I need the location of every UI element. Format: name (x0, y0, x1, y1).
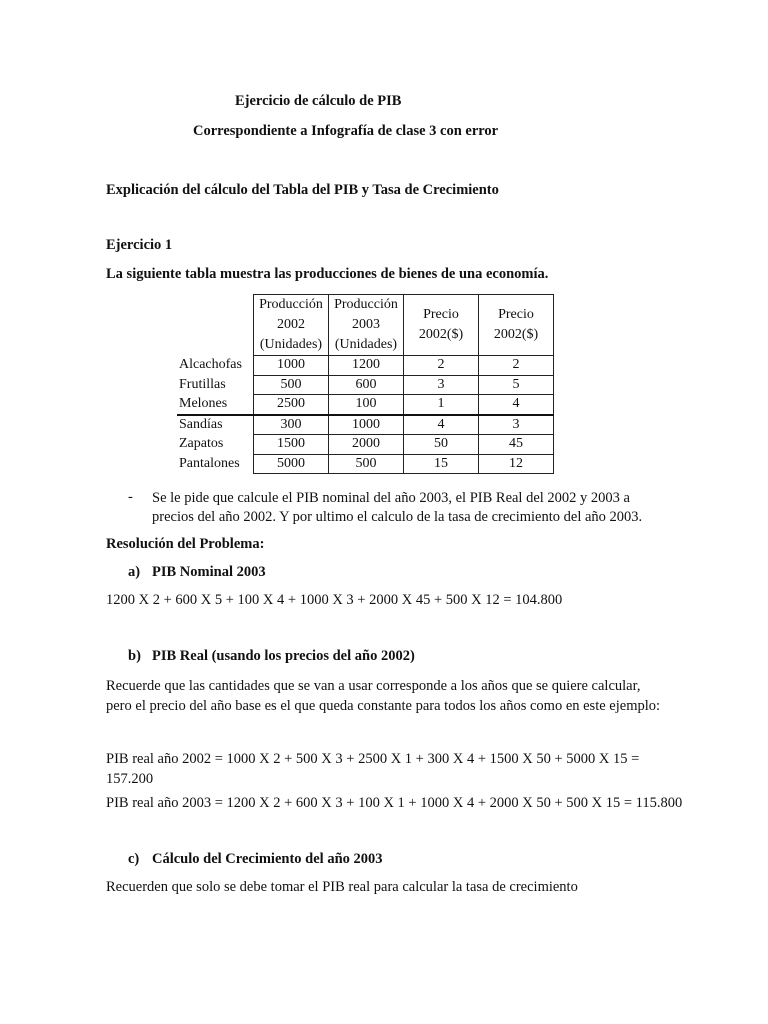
table-cell: 600 (329, 375, 404, 395)
table-cell: 3 (404, 375, 479, 395)
part-b-formula-2003: PIB real año 2003 = 1200 X 2 + 600 X 3 + 100 X 1 + 1000 X 4 + 2000 X 50 + 500 X 15 = 115.800 (106, 795, 683, 811)
table-header-cell (254, 295, 329, 356)
table-cell: 1500 (254, 435, 329, 455)
table-cell: 45 (479, 435, 554, 455)
table-cell: 300 (254, 415, 329, 435)
table-row (177, 375, 554, 395)
header-line: Producción (259, 297, 323, 312)
table-cell: 4 (479, 395, 554, 415)
table-header-cell (479, 295, 554, 356)
table-cell: 500 (254, 375, 329, 395)
table-header-cell (329, 295, 404, 356)
part-b-label: b) (128, 648, 141, 664)
part-a-formula: 1200 X 2 + 600 X 5 + 100 X 4 + 1000 X 3 + 2000 X 45 + 500 X 12 = 104.800 (106, 592, 563, 608)
table-header-cell (404, 295, 479, 356)
table-cell: 2 (479, 356, 554, 376)
row-label: Sandías (177, 415, 254, 435)
row-label: Zapatos (177, 435, 254, 455)
header-line: Producción (334, 297, 398, 312)
exercise-label: Ejercicio 1 (106, 237, 173, 253)
table-row (177, 454, 554, 474)
row-label: Alcachofas (177, 356, 254, 376)
bullet-text: Se le pide que calcule el PIB nominal del año 2003, el PIB Real del 2002 y 2003 a precios del año 2002. Y por ultimo el calculo de la tasa de crecimiento del año 2003. (152, 490, 643, 525)
table-cell: 3 (479, 415, 554, 435)
table-cell: 500 (329, 454, 404, 474)
table-cell: 12 (479, 454, 554, 474)
table-intro: La siguiente tabla muestra las producciones de bienes de una economía. (106, 266, 549, 282)
table-cell: 1000 (329, 415, 404, 435)
header-line: Precio (423, 307, 459, 322)
part-c-label: c) (128, 851, 140, 867)
part-c-note: Recuerden que solo se debe tomar el PIB real para calcular la tasa de crecimiento (106, 879, 578, 895)
table-row (177, 415, 554, 435)
table-cell: 4 (404, 415, 479, 435)
table-cell: 50 (404, 435, 479, 455)
table-row (177, 395, 554, 415)
row-label: Pantalones (177, 454, 254, 474)
document-title: Ejercicio de cálculo de PIB (235, 93, 402, 109)
header-line: 2002($) (493, 327, 539, 342)
table-cell: 5 (479, 375, 554, 395)
section-heading: Explicación del cálculo del Tabla del PIB y Tasa de Crecimiento (106, 182, 499, 198)
header-line: 2002 (277, 317, 305, 332)
part-a-label: a) (128, 564, 141, 580)
table-header-row (177, 295, 554, 356)
table-row (177, 356, 554, 376)
document-subtitle: Correspondiente a Infografía de clase 3 con error (193, 123, 499, 139)
table-cell: 1 (404, 395, 479, 415)
header-line: 2002($) (418, 327, 464, 342)
table-row (177, 435, 554, 455)
table-cell: 2 (404, 356, 479, 376)
row-label: Melones (177, 395, 254, 415)
table-cell: 1200 (329, 356, 404, 376)
bullet-dash: - (128, 489, 133, 505)
part-b-note: Recuerde que las cantidades que se van a usar corresponde a los años que se quiere calcular, pero el precio del año base es el que queda constante para todos los años como en este ejemplo: (106, 678, 661, 714)
table-cell: 5000 (254, 454, 329, 474)
table-cell: 1000 (254, 356, 329, 376)
header-line: (Unidades) (259, 337, 323, 352)
table-cell: 2000 (329, 435, 404, 455)
row-label: Frutillas (177, 375, 254, 395)
header-line: (Unidades) (334, 337, 398, 352)
table-cell: 100 (329, 395, 404, 415)
production-table (177, 294, 554, 474)
header-line: 2003 (352, 317, 380, 332)
header-line: Precio (498, 307, 534, 322)
table-header-corner (177, 295, 254, 356)
part-a-title: PIB Nominal 2003 (152, 564, 266, 580)
part-b-title: PIB Real (usando los precios del año 2002) (152, 648, 415, 664)
part-c-title: Cálculo del Crecimiento del año 2003 (152, 851, 383, 867)
resolution-heading: Resolución del Problema: (106, 536, 265, 552)
table-cell: 2500 (254, 395, 329, 415)
part-b-formula-2002: PIB real año 2002 = 1000 X 2 + 500 X 3 + 2500 X 1 + 300 X 4 + 1500 X 50 + 5000 X 15 = 157.200 (106, 751, 640, 787)
table-cell: 15 (404, 454, 479, 474)
